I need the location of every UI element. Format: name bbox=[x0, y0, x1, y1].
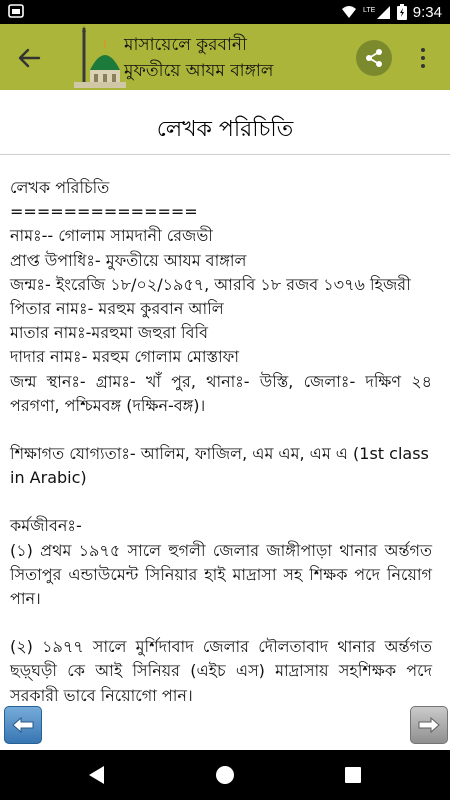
notification-icon bbox=[8, 4, 24, 18]
text-line: কর্মজীবনঃ- bbox=[10, 516, 82, 536]
text-line: নামঃ-- গোলাম সামদানী রেজভী bbox=[10, 226, 213, 246]
text-line: শিক্ষাগত যোগ্যতাঃ- আলিম, ফাজিল, এম এম, এম এ (1st class in Arabic) bbox=[10, 444, 429, 488]
lte-signal-icon bbox=[363, 4, 391, 20]
more-vert-icon[interactable] bbox=[416, 44, 430, 72]
back-arrow-icon[interactable] bbox=[14, 43, 44, 73]
page-title: লেখক পরিচিতি bbox=[156, 117, 294, 142]
share-button[interactable] bbox=[356, 40, 392, 76]
blank-line bbox=[10, 611, 432, 635]
blank-line bbox=[10, 490, 432, 514]
text-line: (১) প্রথম ১৯৭৫ সালে হুগলী জেলার জাঙ্গীপাড়া থানার অর্ন্তগত সিতাপুর এন্ডাউমেন্ট সিনিয়ার হাই মাদ্রাসা সহ শিক্ষক পদে নিয়োগ পান। bbox=[10, 540, 432, 609]
text-line: ============== bbox=[10, 202, 198, 222]
system-nav-bar bbox=[0, 750, 450, 800]
arrow-left-icon bbox=[11, 717, 35, 733]
previous-page-button[interactable] bbox=[4, 706, 42, 744]
app-title bbox=[124, 32, 324, 84]
battery-icon bbox=[397, 4, 407, 20]
app-title-line2: মুফতীয়ে আযম বাঙ্গাল bbox=[124, 61, 274, 81]
next-page-button[interactable] bbox=[410, 706, 448, 744]
recents-square-icon[interactable] bbox=[342, 764, 364, 786]
text-line: লেখক পরিচিতি bbox=[10, 178, 110, 197]
home-circle-icon[interactable] bbox=[214, 764, 236, 786]
text-line: পিতার নামঃ- মরহুম কুরবান আলি bbox=[10, 299, 224, 319]
back-triangle-icon[interactable] bbox=[86, 764, 108, 786]
title-divider bbox=[0, 154, 450, 155]
mosque-logo-icon bbox=[74, 26, 126, 88]
text-line: জন্ম স্থানঃ- গ্রামঃ- খাঁ পুর, থানাঃ- উস্তি, জেলাঃ- দক্ষিণ ২৪ পরগণা, পশ্চিমবঙ্গ (দক্ষিন-বঙ্গ)। bbox=[10, 371, 432, 415]
app-bar bbox=[0, 24, 450, 90]
text-line: জন্মঃ- ইংরেজি ১৮/০২/১৯৫৭, আরবি ১৮ রজব ১৩৭৬ হিজরী bbox=[10, 274, 411, 294]
text-line: প্রাপ্ত উপাধিঃ- মুফতীয়ে আযম বাঙ্গাল bbox=[10, 250, 247, 270]
article-body bbox=[10, 176, 432, 708]
status-bar bbox=[0, 0, 450, 24]
blank-line bbox=[10, 418, 432, 442]
text-line: মাতার নামঃ-মরহুমা জহুরা বিবি bbox=[10, 323, 208, 343]
arrow-right-icon bbox=[417, 717, 441, 733]
svg-text:LTE: LTE bbox=[362, 7, 376, 14]
article-content[interactable] bbox=[0, 90, 450, 756]
app-title-line1: মাসায়েলে কুরবানী bbox=[124, 35, 247, 55]
share-icon bbox=[364, 48, 384, 68]
text-line: দাদার নামঃ- মরহুম গোলাম মোস্তাফা bbox=[10, 347, 239, 367]
wifi-icon bbox=[341, 5, 357, 19]
clock: 9:34 bbox=[412, 3, 442, 21]
text-line: (২) ১৯৭৭ সালে মুর্শিদাবাদ জেলার দৌলতাবাদ থানার অর্ন্তগত ছড়্ঘড়ী কে আই সিনিয়র (এইচ এস) মাদ্রাসায় সহশিক্ষক পদে সরকারী ভাবে নিয়োগো পান। bbox=[10, 637, 432, 705]
